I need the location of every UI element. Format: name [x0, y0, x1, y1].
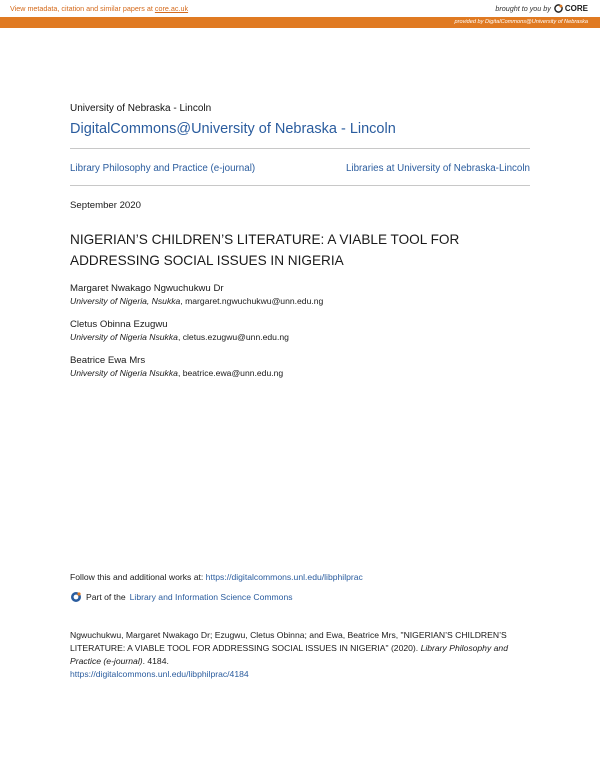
author-email[interactable]: beatrice.ewa@unn.edu.ng [182, 368, 284, 378]
author-email[interactable]: cletus.ezugwu@unn.edu.ng [182, 332, 289, 342]
commons-link[interactable]: Library and Information Science Commons [129, 592, 293, 602]
nav-divider [70, 185, 530, 186]
journal-link[interactable]: Library Philosophy and Practice (e-journal) [70, 163, 256, 174]
part-of-text: Part of the [86, 592, 126, 602]
citation-url[interactable]: https://digitalcommons.unl.edu/libphilprac/4184 [70, 669, 249, 679]
author-affiliation: University of Nigeria Nsukka, cletus.ezugwu@unn.edu.ng [70, 332, 289, 342]
libraries-link[interactable]: Libraries at University of Nebraska-Lincoln [345, 163, 530, 174]
core-link[interactable]: core.ac.uk [154, 4, 189, 13]
core-provided-by: provided by DigitalCommons@University of Nebraska [0, 17, 600, 28]
follow-text: Follow this and additional works at: [70, 572, 206, 582]
follow-notice [70, 572, 363, 582]
author-email[interactable]: margaret.ngwuchukwu@unn.edu.ng [185, 296, 324, 306]
author-institution: University of Nigeria Nsukka [70, 368, 178, 378]
core-logo-icon [554, 4, 563, 13]
core-logo [554, 0, 588, 17]
recommended-citation [70, 629, 540, 681]
follow-link[interactable]: https://digitalcommons.unl.edu/libphilprac [205, 572, 363, 582]
author-institution: University of Nigeria Nsukka [70, 332, 178, 342]
commons-network-icon [70, 591, 82, 603]
header-divider [70, 148, 530, 149]
author-affiliation: University of Nigeria, Nsukka, margaret.ngwuchukwu@unn.edu.ng [70, 296, 324, 306]
core-banner-top [0, 0, 600, 17]
publication-date: September 2020 [70, 200, 141, 211]
core-metadata-text: View metadata, citation and similar papers at [10, 4, 155, 13]
citation-text: Ngwuchukwu, Margaret Nwakago Dr; Ezugwu, Cletus Obinna; and Ewa, Beatrice Mrs, "NIGERIAN’S CHILDREN’S LITERATURE: A VIABLE TOOL FOR ADDRESSING SOCIAL ISSUES IN NIGERIA" (2020). [70, 630, 507, 653]
citation-journal: Library Philosophy and Practice (e-journal) [70, 643, 508, 666]
author-name: Cletus Obinna Ezugwu [70, 319, 168, 330]
core-banner [0, 0, 600, 28]
institution-name: University of Nebraska - Lincoln [70, 103, 212, 114]
author-name: Margaret Nwakago Ngwuchukwu Dr [70, 283, 224, 294]
core-brought-by[interactable] [495, 0, 588, 17]
author-name: Beatrice Ewa Mrs [70, 355, 146, 366]
author-affiliation: University of Nigeria Nsukka, beatrice.ewa@unn.edu.ng [70, 368, 284, 378]
author-institution: University of Nigeria, Nsukka [70, 296, 181, 306]
core-brought-by-text: brought to you by [495, 4, 551, 13]
part-of-notice [70, 591, 293, 603]
citation-number: . 4184. [142, 656, 169, 666]
core-logo-text: CORE [564, 4, 588, 13]
paper-title: NIGERIAN’S CHILDREN’S LITERATURE: A VIABLE TOOL FOR ADDRESSING SOCIAL ISSUES IN NIGERIA [70, 232, 460, 268]
repository-title[interactable]: DigitalCommons@University of Nebraska - Lincoln [70, 121, 396, 137]
core-metadata-notice [10, 0, 188, 17]
